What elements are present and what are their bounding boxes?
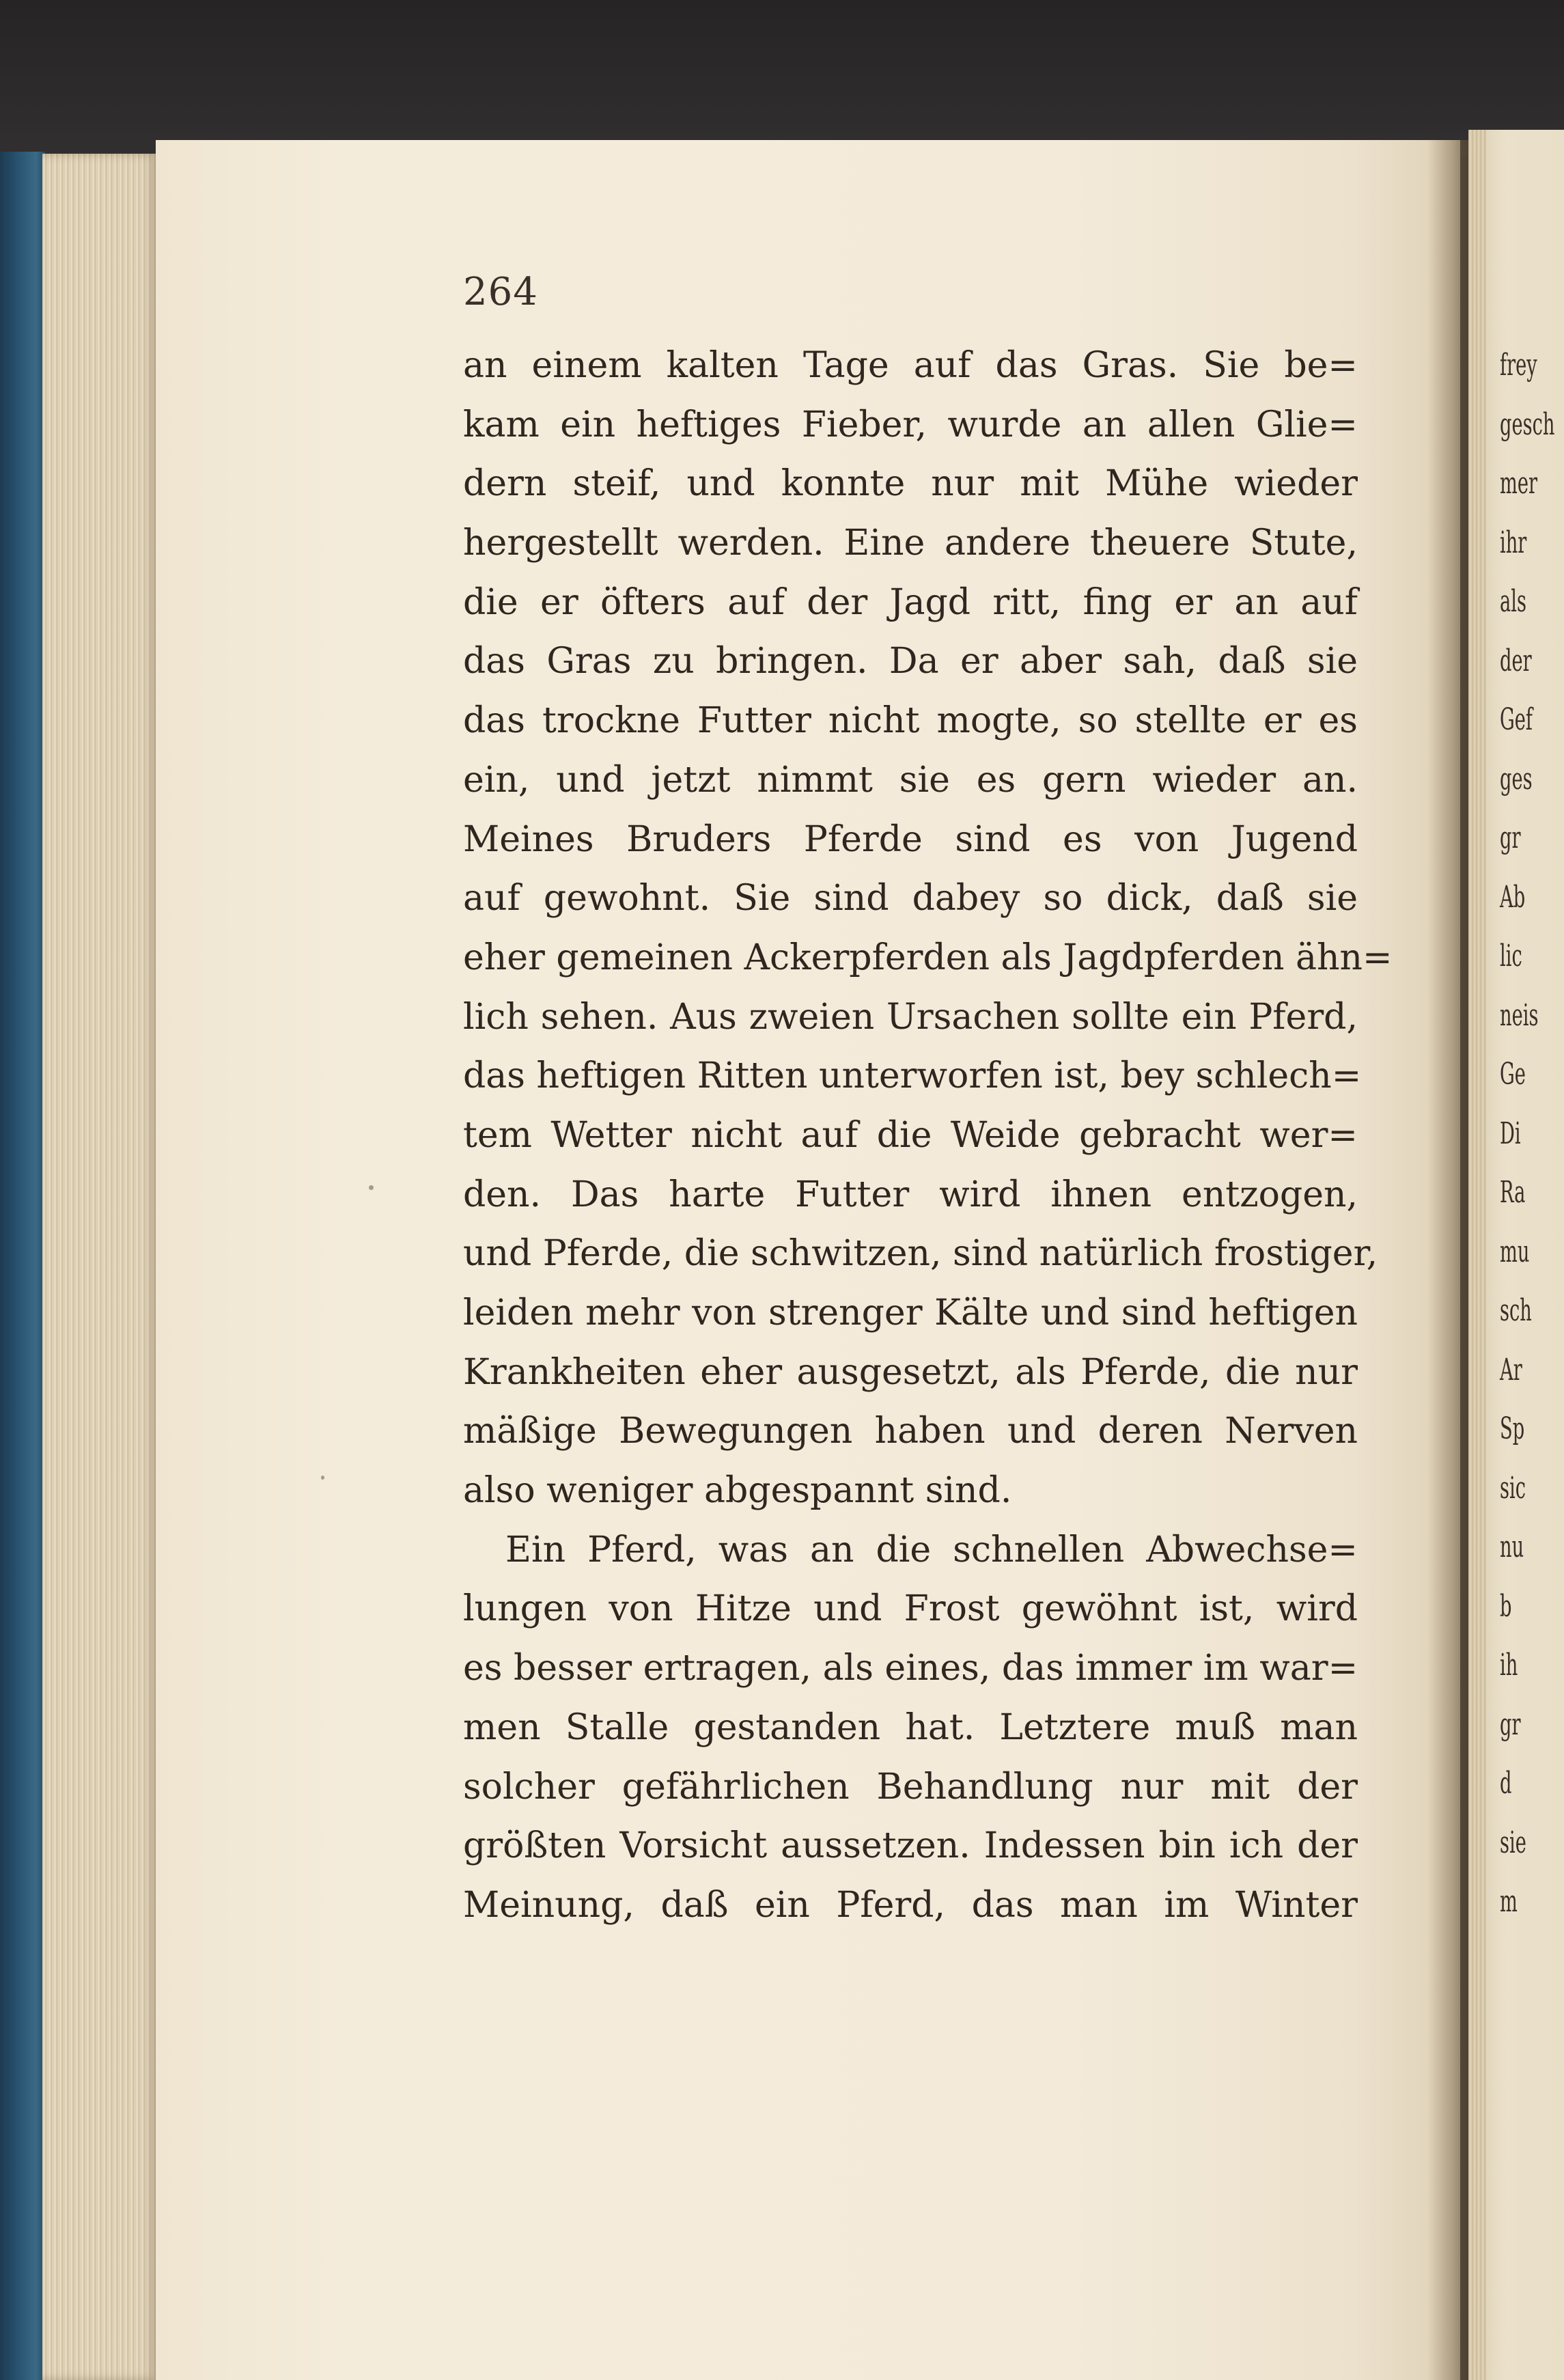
text-line: tem Wetter nicht auf die Weide gebracht wer= xyxy=(463,1114,1358,1156)
paragraph-start-line: Ein Pferd, was an die schnellen Abwechse= xyxy=(505,1529,1358,1570)
stacked-page-edges xyxy=(42,154,158,2380)
facing-line: mer xyxy=(1500,466,1538,501)
text-line: leiden mehr von strenger Kälte und sind heftigen xyxy=(463,1292,1358,1333)
facing-line: ihr xyxy=(1500,525,1527,560)
text-line: den. Das harte Futter wird ihnen entzogen, xyxy=(463,1174,1358,1215)
facing-line: ih xyxy=(1500,1648,1518,1683)
text-line: ein, und jetzt nimmt sie es gern wieder an. xyxy=(463,759,1358,801)
facing-page-fragments xyxy=(1500,336,1561,1932)
facing-line: frey xyxy=(1500,348,1537,383)
text-line: das Gras zu bringen. Da er aber sah, daß sie xyxy=(463,641,1358,682)
text-line: an einem kalten Tage auf das Gras. Sie be= xyxy=(463,345,1358,386)
facing-line: m xyxy=(1500,1884,1518,1919)
facing-line: Sp xyxy=(1500,1411,1525,1446)
facing-line: gr xyxy=(1500,820,1521,855)
facing-line: nu xyxy=(1500,1530,1524,1564)
facing-line: der xyxy=(1500,643,1532,678)
paper-speck xyxy=(369,1185,374,1190)
dark-background xyxy=(0,0,1564,157)
facing-line: neis xyxy=(1500,997,1539,1033)
facing-line: Ar xyxy=(1500,1352,1522,1387)
text-line: solcher gefährlichen Behandlung nur mit der xyxy=(463,1766,1358,1808)
text-line: mäßige Bewegungen haben und deren Nerven xyxy=(463,1411,1358,1452)
text-line: die er öfters auf der Jagd ritt, fing er an auf xyxy=(463,581,1358,623)
facing-line: b xyxy=(1500,1588,1512,1624)
body-text xyxy=(463,336,1393,1935)
blue-book-cover xyxy=(0,152,45,2380)
facing-line: mu xyxy=(1500,1234,1530,1269)
facing-line: sie xyxy=(1500,1825,1526,1860)
facing-line: Ge xyxy=(1500,1057,1526,1092)
text-line: eher gemeinen Ackerpferden als Jagdpferden ähn= xyxy=(463,937,1393,978)
text-line: das heftigen Ritten unterworfen ist, bey schlech= xyxy=(463,1055,1362,1097)
book-gutter xyxy=(1427,140,1468,2380)
text-line: es besser ertragen, als eines, das immer im war= xyxy=(463,1648,1358,1689)
paper-speck xyxy=(1277,1544,1280,1547)
facing-line: als xyxy=(1500,584,1526,619)
text-line: lungen von Hitze und Frost gewöhnt ist, wird xyxy=(463,1588,1358,1630)
facing-line: ges xyxy=(1500,761,1533,797)
facing-line: Gef xyxy=(1500,702,1533,737)
facing-line: gr xyxy=(1500,1706,1521,1742)
text-line: men Stalle gestanden hat. Letztere muß man xyxy=(463,1706,1358,1748)
text-line: hergestellt werden. Eine andere theuere Stute, xyxy=(463,523,1358,564)
paper-speck xyxy=(321,1476,324,1480)
text-line: dern steif, und konnte nur mit Mühe wieder xyxy=(463,463,1358,505)
text-line: Meinung, daß ein Pferd, das man im Winter xyxy=(463,1884,1358,1926)
paragraph-end-line: also weniger abgespannt sind. xyxy=(463,1470,1012,1512)
facing-line: Ab xyxy=(1500,879,1526,915)
facing-line: Di xyxy=(1500,1116,1521,1151)
text-line: das trockne Futter nicht mogte, so stellte er es xyxy=(463,700,1358,742)
facing-line: lic xyxy=(1500,939,1522,973)
text-line: und Pferde, die schwitzen, sind natürlich frostiger, xyxy=(463,1233,1378,1275)
text-line: größten Vorsicht aussetzen. Indessen bin ich der xyxy=(463,1825,1358,1867)
facing-line: Ra xyxy=(1500,1175,1526,1210)
facing-line: sch xyxy=(1500,1293,1532,1328)
text-line: auf gewohnt. Sie sind dabey so dick, daß sie xyxy=(463,878,1358,919)
page-number: 264 xyxy=(463,270,538,314)
facing-line: d xyxy=(1500,1766,1512,1801)
facing-page-edge xyxy=(1468,130,1486,2380)
text-line: Meines Bruders Pferde sind es von Jugend xyxy=(463,818,1358,860)
text-line: Krankheiten eher ausgesetzt, als Pferde, die nur xyxy=(463,1351,1358,1393)
text-line: kam ein heftiges Fieber, wurde an allen Glie= xyxy=(463,404,1358,445)
facing-line: gesch xyxy=(1500,406,1555,442)
facing-line: sic xyxy=(1500,1470,1526,1506)
text-line: lich sehen. Aus zweien Ursachen sollte ein Pferd, xyxy=(463,996,1358,1038)
